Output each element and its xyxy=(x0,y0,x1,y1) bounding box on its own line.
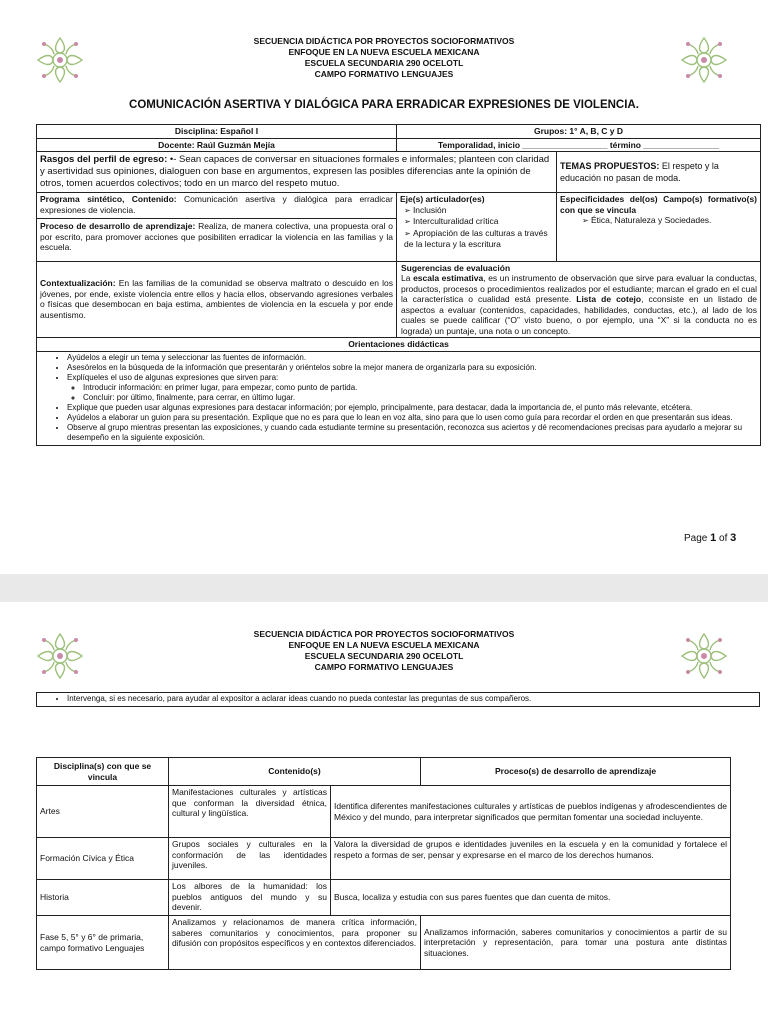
process-text: Realiza, de manera colectiva, una propuesta oral o por escrito, para promover acciones que posibiliten erradicar la violencia en las familias y la escuela. xyxy=(40,221,393,252)
topics-cell xyxy=(557,152,761,193)
groups-cell: Grupos: 1° A, B, C y D xyxy=(397,125,761,139)
evaluation-label: Sugerencias de evaluación xyxy=(401,262,511,273)
header-line-1: SECUENCIA DIDÁCTICA POR PROYECTOS SOCIOFORMATIVOS xyxy=(253,36,515,46)
guidance-continued-table xyxy=(36,692,760,707)
guidance-subitem: ◦ Introducir información: en primer lugar, para empezar, como punto de partida. xyxy=(83,383,757,393)
evaluation-text: La xyxy=(401,273,414,283)
axis-item: ➢ Interculturalidad crítica xyxy=(404,216,553,228)
guidance-item: • Observe al grupo mientras presentan las exposiciones, y cuando cada estudiante termine su presentación, reconozca sus aciertos y dé recomendaciones precisas para ayudarlo a mejorar su desempeño en la siguiente exposición. xyxy=(67,423,757,443)
page-number-current: 1 xyxy=(710,532,717,544)
axis-item: ➢ Inclusión xyxy=(404,205,553,217)
process-label: Proceso de desarrollo de aprendizaje: xyxy=(40,221,196,231)
links-header-discipline: Disciplina(s) con que se vincula xyxy=(37,758,169,786)
planning-table xyxy=(36,124,761,446)
profile-label: Rasgos del perfil de egreso: xyxy=(40,154,168,165)
program-label: Programa sintético, Contenido: xyxy=(40,194,177,204)
header-line-2: ENFOQUE EN LA NUEVA ESCUELA MEXICANA xyxy=(288,640,480,650)
context-cell xyxy=(37,261,397,338)
links-row-discipline: Artes xyxy=(37,786,169,838)
header-line-4: CAMPO FORMATIVO LENGUAJES xyxy=(314,662,454,672)
program-cell xyxy=(37,193,397,262)
evaluation-text: , es un instrumento de observación que sirve para evaluar la conductas, productos, procesos o procedimientos realizados por el estudiante; marcan el grado en el cual la característica o cualidad está presente. xyxy=(401,273,758,304)
topics-text: El respeto y la educación no pasan de moda. xyxy=(560,161,719,183)
header-line-1: SECUENCIA DIDÁCTICA POR PROYECTOS SOCIOFORMATIVOS xyxy=(253,629,515,639)
axes-label: Eje(s) articulador(es) xyxy=(400,194,485,204)
page-separator xyxy=(0,574,768,602)
schedule-cell: Temporalidad, inicio __________________ término ________________ xyxy=(397,138,761,152)
evaluation-cell xyxy=(397,261,761,338)
links-row-discipline: Historia xyxy=(37,880,169,916)
document-header xyxy=(0,36,768,80)
guidance-item: • Asesórelos en la búsqueda de la información que presentarán y oriéntelos sobre la mejor manera de organizarla para su exposición. xyxy=(67,363,757,373)
links-row-process: Identifica diferentes manifestaciones culturales y artísticas de pueblos indígenas y afrodescendientes de México y del mundo, para interpretar significados que permitan fomentar una sociedad incluyente. xyxy=(331,786,731,838)
links-header-process: Proceso(s) de desarrollo de aprendizaje xyxy=(421,758,731,786)
links-header-content: Contenido(s) xyxy=(169,758,421,786)
evaluation-checklist-term: Lista de cotejo xyxy=(576,294,642,304)
guidance-item: • Explique que pueden usar algunas expresiones para destacar información; por ejemplo, principalmente, para destacar, dada la importancia de, el punto más relevante, etcétera. xyxy=(67,403,757,413)
header-line-3: ESCUELA SECUNDARIA 290 OCELOTL xyxy=(304,58,464,68)
context-text: En las familias de la comunidad se observa maltrato o descuido en los jóvenes, por ende, existe violencia entre ellos y hacia ellos, observando agresiones verbales o físicas que desembocan en baja estima, ambientes de violencia en la escuela y por ende ausentismo. xyxy=(40,278,393,320)
guidance-header: Orientaciones didácticas xyxy=(37,338,761,352)
teacher-cell: Docente: Raúl Guzmán Mejía xyxy=(37,138,397,152)
specifics-label: Especificidades del(os) Campo(s) formativo(s) con que se vincula xyxy=(560,194,758,215)
discipline-cell: Disciplina: Español I xyxy=(37,125,397,139)
guidance-item: • Ayúdelos a elaborar un guion para su presentación. Explique que no es para que lo lean en voz alta, sino para que lo usen como guía para recordar el orden en que presentarán sus ideas. xyxy=(67,413,757,423)
links-row-content: Grupos sociales y culturales en la conformación de las identidades juveniles. xyxy=(169,838,331,880)
guidance-item: • Ayúdelos a elegir un tema y seleccionar las fuentes de información. xyxy=(67,353,757,363)
header-line-2: ENFOQUE EN LA NUEVA ESCUELA MEXICANA xyxy=(288,47,480,57)
links-table xyxy=(36,757,731,970)
links-row-process: Valora la diversidad de grupos e identidades juveniles en la escuela y en la comunidad y fortalece el respeto a formas de ser, pensar y expresarse en el marco de los derechos humanos. xyxy=(331,838,731,880)
axes-cell xyxy=(397,193,557,262)
axis-item: ➢ Apropiación de las culturas a través de la lectura y la escritura xyxy=(404,228,553,250)
document-header-page-2 xyxy=(0,629,768,673)
evaluation-scale-term: escala estimativa xyxy=(413,273,484,283)
header-line-4: CAMPO FORMATIVO LENGUAJES xyxy=(314,69,454,79)
header-line-3: ESCUELA SECUNDARIA 290 OCELOTL xyxy=(304,651,464,661)
profile-text: •- Sean capaces de conversar en situaciones formales e informales; planteen con claridad y asertividad sus opiniones, dialoguen con base en argumentos, expresen las posibles diferencias ante la opinión de otros, tomen acuerdos colectivos; todo en un marco del respeto mutuo. xyxy=(40,154,550,189)
program-text: Comunicación asertiva y dialógica para erradicar expresiones de violencia. xyxy=(40,194,393,215)
links-row-discipline: Formación Cívica y Ética xyxy=(37,838,169,880)
guidance-continued-cell xyxy=(37,693,760,707)
guidance-item: • Intervenga, si es necesario, para ayudar al expositor a aclarar ideas cuando no pueda contestar las preguntas de sus compañeros. xyxy=(67,694,756,705)
context-label: Contextualización: xyxy=(40,278,116,289)
page-number-mid: of xyxy=(716,533,731,544)
page-number xyxy=(684,532,736,544)
links-row-process: Busca, localiza y estudia con sus pares fuentes que dan cuenta de mitos. xyxy=(331,880,731,916)
links-row-process: Analizamos información, saberes comunitarios y conocimientos a partir de su interpretación y representación, para tomar una postura ante distintas situaciones. xyxy=(421,916,731,970)
profile-cell xyxy=(37,152,557,193)
specifics-cell xyxy=(557,193,761,262)
links-row-discipline: Fase 5, 5° y 6° de primaria, campo formativo Lenguajes xyxy=(37,916,169,970)
page-number-prefix: Page xyxy=(684,533,711,544)
document-title: COMUNICACIÓN ASERTIVA Y DIALÓGICA PARA ERRADICAR EXPRESIONES DE VIOLENCIA. xyxy=(129,99,639,111)
topics-label: TEMAS PROPUESTOS: xyxy=(560,161,660,171)
specifics-item: ➢ Ética, Naturaleza y Sociedades. xyxy=(582,215,757,227)
page-number-total: 3 xyxy=(730,532,737,544)
links-row-content: Manifestaciones culturales y artísticas que conforman la diversidad étnica, cultural y lingüística. xyxy=(169,786,331,838)
guidance-cell xyxy=(37,351,761,445)
links-row-content: Analizamos y relacionamos de manera crítica información, saberes comunitarios y conocimientos, para proponer su difusión con propósitos específicos y en contextos diferenciados. xyxy=(169,916,421,970)
evaluation-text: , cconsiste en un listado de aspectos a evaluar (contenidos, capacidades, habilidades, conductas, etc.), al lado de los cuales se puede calificar (“O” visto bueno, o por ejemplo, una “X” si la conducta no es lograda) un puntaje, una nota o un concepto. xyxy=(401,294,758,336)
guidance-subitem: ◦ Concluir: por último, finalmente, para cerrar, en último lugar. xyxy=(83,393,757,403)
guidance-item: • Explíqueles el uso de algunas expresiones que sirven para: xyxy=(67,373,757,383)
links-row-content: Los albores de la humanidad: los pueblos antiguos del mundo y su devenir. xyxy=(169,880,331,916)
